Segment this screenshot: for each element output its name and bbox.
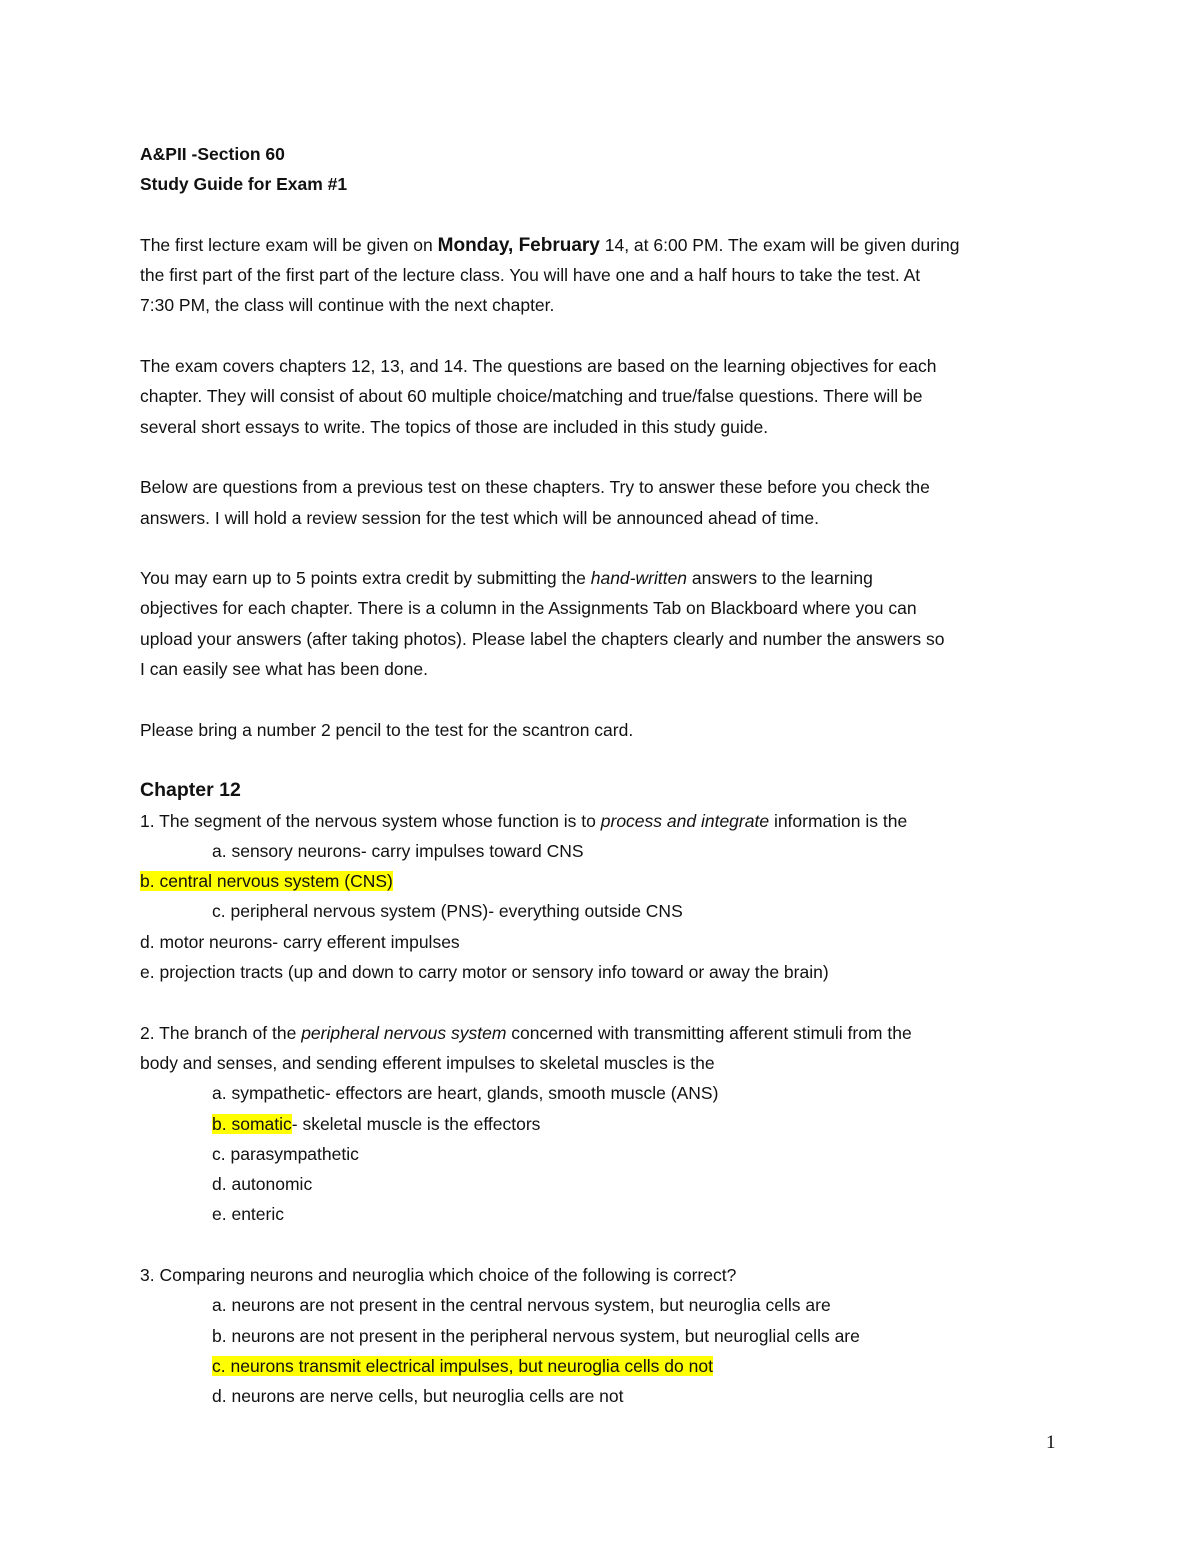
question-2-stem-line-2: body and senses, and sending efferent impulses to skeletal muscles is the [140,1052,715,1073]
intro-paragraph-2-line-3: several short essays to write. The topics of those are included in this study guide. [140,416,769,437]
intro-paragraph-1-line-2: the first part of the first part of the lecture class. You will have one and a half hours to take the test. At [140,265,921,286]
question-3-stem: 3. Comparing neurons and neuroglia which choice of the following is correct? [140,1264,737,1285]
question-2-option-c: c. parasympathetic [212,1143,359,1164]
question-1-option-c: c. peripheral nervous system (PNS)- everything outside CNS [212,901,683,922]
answer-highlight: b. somatic [212,1113,292,1134]
answer-highlight: b. central nervous system (CNS) [140,871,393,892]
course-title: A&PII -Section 60 [140,144,285,164]
chapter-heading: Chapter 12 [140,779,241,802]
intro-paragraph-5-line-1: Please bring a number 2 pencil to the test for the scantron card. [140,719,634,740]
intro-paragraph-1-line-3: 7:30 PM, the class will continue with the next chapter. [140,295,555,316]
guide-title: Study Guide for Exam #1 [140,174,348,195]
page-number: 1 [1046,1432,1056,1453]
question-1-option-d: d. motor neurons- carry efferent impulses [140,931,460,952]
exam-date: Monday, February [437,234,600,256]
intro-paragraph-4-line-1: You may earn up to 5 points extra credit by submitting the hand-written answers to the learning [140,568,873,589]
question-1-option-e: e. projection tracts (up and down to carry motor or sensory info toward or away the brain) [140,962,829,983]
question-1-stem: 1. The segment of the nervous system whose function is to process and integrate information is the [140,810,908,831]
question-2-option-d: d. autonomic [212,1174,313,1195]
question-3-option-b: b. neurons are not present in the peripheral nervous system, but neuroglial cells are [212,1325,860,1346]
intro-paragraph-3-line-2: answers. I will hold a review session for the test which will be announced ahead of time. [140,507,819,528]
intro-paragraph-2-line-1: The exam covers chapters 12, 13, and 14. The questions are based on the learning objectives for each [140,356,937,377]
question-1-option-b [140,866,1070,896]
question-3-option-c [140,1351,1070,1381]
intro-paragraph-4-line-3: upload your answers (after taking photos). Please label the chapters clearly and number the answers so [140,628,945,649]
question-2-option-b: b. somatic- skeletal muscle is the effectors [212,1113,541,1134]
intro-paragraph-2-line-2: chapter. They will consist of about 60 multiple choice/matching and true/false questions. There will be [140,386,923,407]
question-3-option-a: a. neurons are not present in the central nervous system, but neuroglia cells are [212,1295,831,1316]
answer-highlight: c. neurons transmit electrical impulses, but neuroglia cells do not [212,1355,713,1376]
intro-paragraph-4-line-2: objectives for each chapter. There is a column in the Assignments Tab on Blackboard where you can [140,598,917,619]
hand-written-emphasis: hand-written [590,568,688,589]
question-1-option-a: a. sensory neurons- carry impulses toward CNS [212,840,584,861]
intro-paragraph-1-line-1: The first lecture exam will be given on Monday, February 14, at 6:00 PM. The exam will be given during [140,234,960,256]
document-body [140,139,1070,1411]
intro-paragraph-3-line-1: Below are questions from a previous test on these chapters. Try to answer these before you check the [140,477,930,498]
question-2-stem-line-1: 2. The branch of the peripheral nervous system concerned with transmitting afferent stimuli from the [140,1022,912,1043]
question-3-option-d: d. neurons are nerve cells, but neuroglia cells are not [212,1386,624,1407]
question-2-option-e: e. enteric [212,1204,284,1225]
question-2-option-a: a. sympathetic- effectors are heart, glands, smooth muscle (ANS) [212,1083,719,1104]
intro-paragraph-4-line-4: I can easily see what has been done. [140,659,428,680]
